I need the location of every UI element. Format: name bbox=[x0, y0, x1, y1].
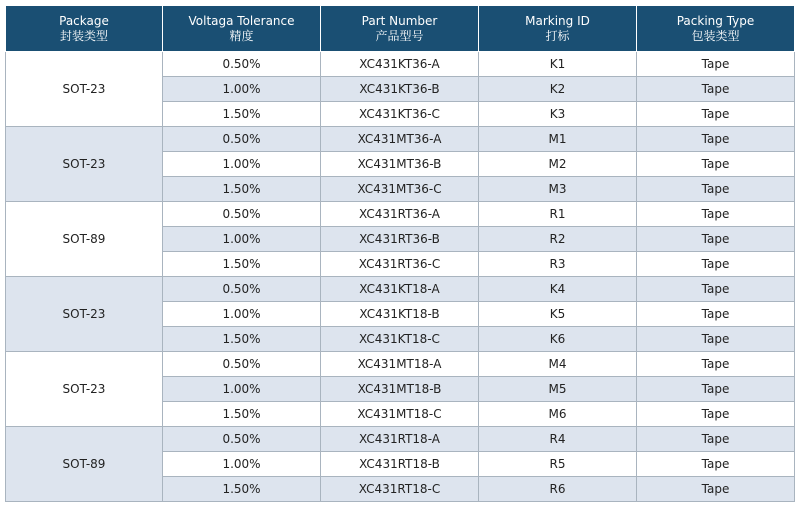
marking-id-cell: M2 bbox=[479, 152, 637, 177]
packing-type-cell: Tape bbox=[637, 52, 795, 77]
packing-type-cell: Tape bbox=[637, 302, 795, 327]
packing-type-cell: Tape bbox=[637, 377, 795, 402]
header-marking-id-zh: 打标 bbox=[545, 28, 570, 43]
table-row bbox=[6, 277, 795, 302]
header-tolerance-en: Voltaga Tolerance bbox=[188, 13, 295, 28]
tolerance-cell: 1.00% bbox=[163, 227, 321, 252]
part-number-cell: XC431KT18-C bbox=[321, 327, 479, 352]
part-number-cell: XC431RT18-C bbox=[321, 477, 479, 502]
header-packing-type-zh: 包装类型 bbox=[691, 28, 740, 43]
table-row bbox=[6, 52, 795, 77]
part-number-cell: XC431MT18-A bbox=[321, 352, 479, 377]
tolerance-cell: 1.50% bbox=[163, 402, 321, 427]
marking-id-cell: K4 bbox=[479, 277, 637, 302]
package-cell: SOT-89 bbox=[6, 202, 163, 277]
part-number-cell: XC431KT18-B bbox=[321, 302, 479, 327]
packing-type-cell: Tape bbox=[637, 127, 795, 152]
tolerance-cell: 0.50% bbox=[163, 427, 321, 452]
header-part-number-zh: 产品型号 bbox=[375, 28, 424, 43]
part-number-cell: XC431KT36-A bbox=[321, 52, 479, 77]
part-number-cell: XC431RT36-B bbox=[321, 227, 479, 252]
packing-type-cell: Tape bbox=[637, 477, 795, 502]
part-number-cell: XC431MT36-B bbox=[321, 152, 479, 177]
tolerance-cell: 0.50% bbox=[163, 52, 321, 77]
part-number-cell: XC431MT36-C bbox=[321, 177, 479, 202]
table-row bbox=[6, 427, 795, 452]
part-number-cell: XC431RT36-C bbox=[321, 252, 479, 277]
packing-type-cell: Tape bbox=[637, 102, 795, 127]
part-number-cell: XC431MT36-A bbox=[321, 127, 479, 152]
packing-type-cell: Tape bbox=[637, 177, 795, 202]
header-package-en: Package bbox=[59, 13, 109, 28]
tolerance-cell: 1.50% bbox=[163, 477, 321, 502]
header-row bbox=[6, 6, 795, 52]
header-packing-type bbox=[637, 6, 795, 52]
tolerance-cell: 1.00% bbox=[163, 152, 321, 177]
tolerance-cell: 0.50% bbox=[163, 277, 321, 302]
packing-type-cell: Tape bbox=[637, 77, 795, 102]
table-body bbox=[6, 52, 795, 502]
package-cell: SOT-23 bbox=[6, 52, 163, 127]
part-number-cell: XC431KT36-C bbox=[321, 102, 479, 127]
packing-type-cell: Tape bbox=[637, 402, 795, 427]
table-row bbox=[6, 202, 795, 227]
tolerance-cell: 1.50% bbox=[163, 252, 321, 277]
marking-id-cell: K2 bbox=[479, 77, 637, 102]
marking-id-cell: M3 bbox=[479, 177, 637, 202]
header-package bbox=[6, 6, 163, 52]
package-cell: SOT-23 bbox=[6, 127, 163, 202]
header-packing-type-en: Packing Type bbox=[676, 13, 755, 28]
marking-id-cell: K6 bbox=[479, 327, 637, 352]
marking-id-cell: R4 bbox=[479, 427, 637, 452]
packing-type-cell: Tape bbox=[637, 327, 795, 352]
header-tolerance bbox=[163, 6, 321, 52]
marking-id-cell: M1 bbox=[479, 127, 637, 152]
packing-type-cell: Tape bbox=[637, 452, 795, 477]
marking-id-cell: K3 bbox=[479, 102, 637, 127]
marking-id-cell: M6 bbox=[479, 402, 637, 427]
marking-id-cell: K5 bbox=[479, 302, 637, 327]
tolerance-cell: 1.50% bbox=[163, 177, 321, 202]
header-package-zh: 封装类型 bbox=[59, 28, 108, 43]
marking-id-cell: R6 bbox=[479, 477, 637, 502]
tolerance-cell: 0.50% bbox=[163, 202, 321, 227]
package-cell: SOT-89 bbox=[6, 427, 163, 502]
marking-id-cell: R5 bbox=[479, 452, 637, 477]
marking-id-cell: M4 bbox=[479, 352, 637, 377]
header-tolerance-zh: 精度 bbox=[229, 28, 254, 43]
part-number-cell: XC431KT36-B bbox=[321, 77, 479, 102]
part-number-cell: XC431RT36-A bbox=[321, 202, 479, 227]
marking-id-cell: R1 bbox=[479, 202, 637, 227]
tolerance-cell: 0.50% bbox=[163, 352, 321, 377]
package-cell: SOT-23 bbox=[6, 352, 163, 427]
tolerance-cell: 1.50% bbox=[163, 102, 321, 127]
tolerance-cell: 1.00% bbox=[163, 377, 321, 402]
part-number-cell: XC431KT18-A bbox=[321, 277, 479, 302]
marking-id-cell: R3 bbox=[479, 252, 637, 277]
tolerance-cell: 0.50% bbox=[163, 127, 321, 152]
header-marking-id bbox=[479, 6, 637, 52]
part-number-table bbox=[5, 5, 795, 502]
packing-type-cell: Tape bbox=[637, 252, 795, 277]
package-cell: SOT-23 bbox=[6, 277, 163, 352]
table-row bbox=[6, 352, 795, 377]
packing-type-cell: Tape bbox=[637, 277, 795, 302]
header-part-number bbox=[321, 6, 479, 52]
table-row bbox=[6, 127, 795, 152]
tolerance-cell: 1.00% bbox=[163, 452, 321, 477]
part-number-cell: XC431RT18-A bbox=[321, 427, 479, 452]
packing-type-cell: Tape bbox=[637, 202, 795, 227]
part-number-cell: XC431MT18-B bbox=[321, 377, 479, 402]
tolerance-cell: 1.00% bbox=[163, 77, 321, 102]
marking-id-cell: K1 bbox=[479, 52, 637, 77]
packing-type-cell: Tape bbox=[637, 152, 795, 177]
packing-type-cell: Tape bbox=[637, 352, 795, 377]
part-number-cell: XC431RT18-B bbox=[321, 452, 479, 477]
part-number-cell: XC431MT18-C bbox=[321, 402, 479, 427]
packing-type-cell: Tape bbox=[637, 427, 795, 452]
marking-id-cell: R2 bbox=[479, 227, 637, 252]
header-marking-id-en: Marking ID bbox=[525, 13, 590, 28]
packing-type-cell: Tape bbox=[637, 227, 795, 252]
tolerance-cell: 1.50% bbox=[163, 327, 321, 352]
header-part-number-en: Part Number bbox=[361, 13, 438, 28]
tolerance-cell: 1.00% bbox=[163, 302, 321, 327]
marking-id-cell: M5 bbox=[479, 377, 637, 402]
spec-table-container bbox=[5, 5, 794, 502]
